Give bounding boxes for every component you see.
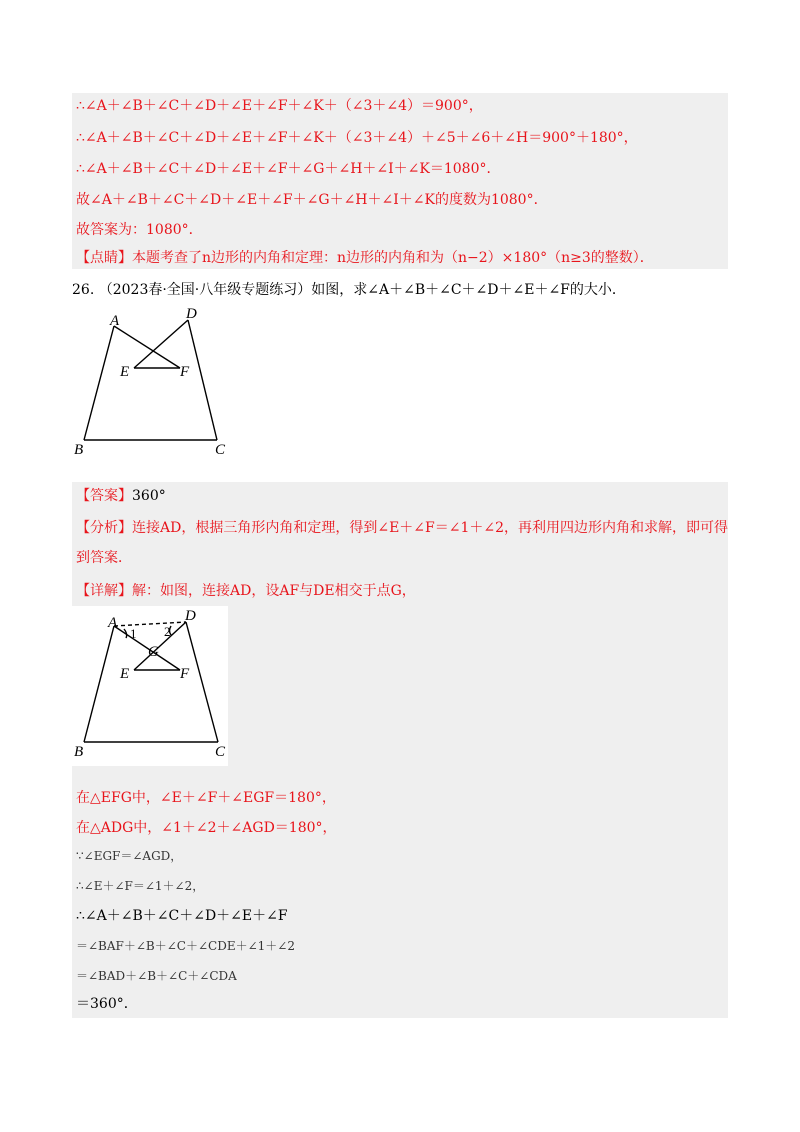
step-3: ∵∠EGF＝∠AGD， xyxy=(76,849,183,863)
detail-tag: 【详解】 xyxy=(76,583,132,599)
solution-line-1: ∴∠A＋∠B＋∠C＋∠D＋∠E＋∠F＋∠K＋（∠3＋∠4）＝900°， xyxy=(76,98,483,114)
step-2: 在△ADG中，∠1＋∠2＋∠AGD＝180°， xyxy=(76,820,337,836)
fig1-label-E: E xyxy=(120,364,130,380)
step-6: ＝∠BAF＋∠B＋∠C＋∠CDE＋∠1＋∠2 xyxy=(76,939,295,953)
fig2-label-1: 1 xyxy=(130,626,137,641)
answer-line xyxy=(76,486,166,506)
question-text: 如图，求∠A＋∠B＋∠C＋∠D＋∠E＋∠F的大小． xyxy=(311,282,626,298)
step-1: 在△EFG中，∠E＋∠F＋∠EGF＝180°， xyxy=(76,790,336,806)
solution-line-3: ∴∠A＋∠B＋∠C＋∠D＋∠E＋∠F＋∠G＋∠H＋∠I＋∠K＝1080°． xyxy=(76,161,501,177)
figure-2-diagram xyxy=(72,606,228,766)
fig1-label-B: B xyxy=(74,442,84,458)
fig2-label-B: B xyxy=(74,744,84,760)
question-source: （2023春·全国·八年级专题练习） xyxy=(98,282,312,298)
fig2-label-F: F xyxy=(180,666,190,682)
fig2-label-E: E xyxy=(120,666,130,682)
fig2-label-C: C xyxy=(215,744,226,760)
fig2-label-A: A xyxy=(108,615,118,631)
question-26 xyxy=(72,280,626,300)
answer-tag: 【答案】 xyxy=(76,488,132,504)
fig1-label-D: D xyxy=(186,306,197,322)
fig1-label-C: C xyxy=(215,442,226,458)
solution-line-2: ∴∠A＋∠B＋∠C＋∠D＋∠E＋∠F＋∠K＋（∠3＋∠4）＋∠5＋∠6＋∠H＝900°＋180°， xyxy=(76,130,638,146)
answer-block xyxy=(72,482,728,1018)
step-7: ＝∠BAD＋∠B＋∠C＋∠CDA xyxy=(76,969,237,983)
step-5: ∴∠A＋∠B＋∠C＋∠D＋∠E＋∠F xyxy=(76,908,288,924)
fig1-label-A: A xyxy=(110,313,120,329)
figure-1-diagram xyxy=(72,304,242,464)
previous-solution-block xyxy=(72,93,728,269)
answer-value: 360° xyxy=(132,488,166,504)
detail-text: 解：如图，连接AD，设AF与DE相交于点G， xyxy=(132,583,416,599)
analysis-tag: 【分析】 xyxy=(76,520,132,536)
question-number: 26. xyxy=(72,282,95,298)
fig2-label-D: D xyxy=(185,608,196,624)
fig1-label-F: F xyxy=(180,364,190,380)
fig2-label-G: G xyxy=(148,644,159,660)
analysis-text-1: 连接AD，根据三角形内角和定理，得到∠E＋∠F＝∠1＋∠2，再利用四边形内角和求解，即可得 xyxy=(132,520,729,536)
solution-line-4: 故∠A＋∠B＋∠C＋∠D＋∠E＋∠F＋∠G＋∠H＋∠I＋∠K的度数为1080°． xyxy=(76,192,548,208)
comment-tag: 【点睛】 xyxy=(76,250,132,266)
detail-line xyxy=(76,581,416,601)
step-4: ∴∠E＋∠F＝∠1＋∠2， xyxy=(76,879,205,893)
comment-text: 本题考查了n边形的内角和定理：n边形的内角和为（n−2）×180°（n≥3的整数）． xyxy=(132,250,654,266)
comment-line xyxy=(76,248,654,268)
analysis-line-1 xyxy=(76,518,728,538)
fig2-label-2: 2 xyxy=(164,624,171,639)
solution-line-5: 故答案为：1080°． xyxy=(76,222,203,238)
analysis-line-2: 到答案． xyxy=(76,550,132,566)
step-8: ＝360°． xyxy=(76,996,138,1012)
